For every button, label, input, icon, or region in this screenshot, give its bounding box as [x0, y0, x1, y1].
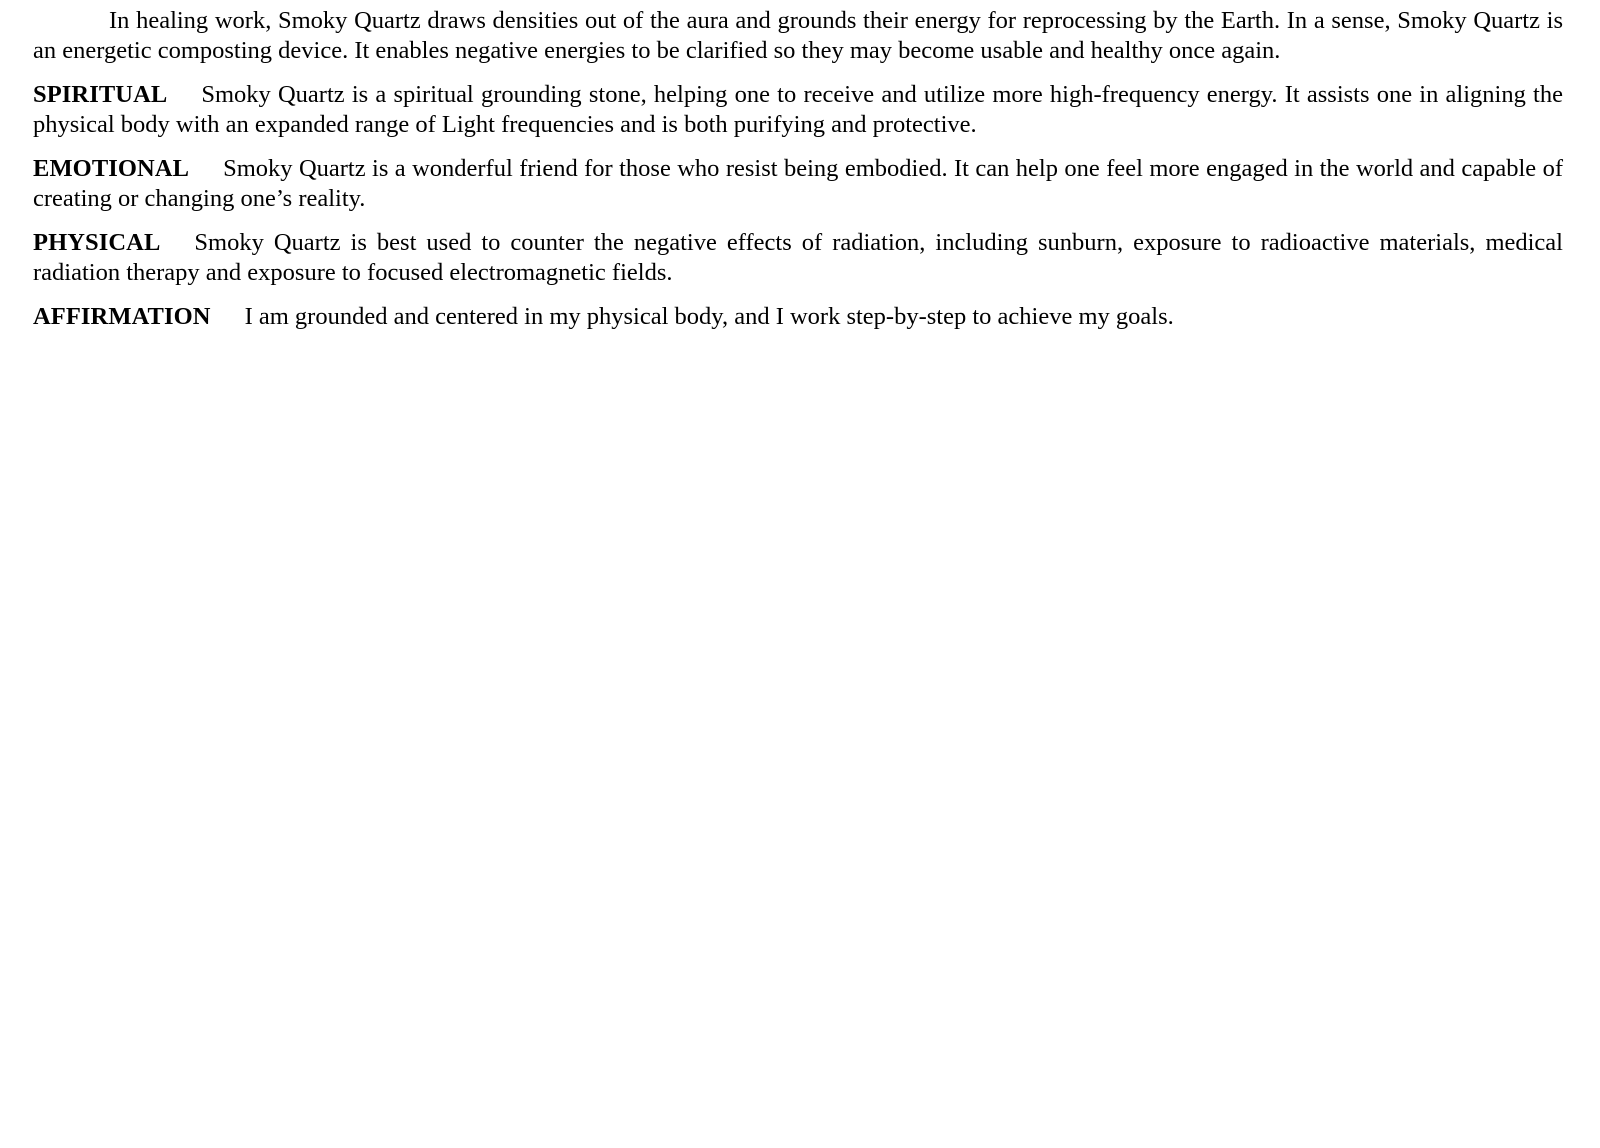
physical-paragraph	[33, 228, 1563, 288]
emotional-text: Smoky Quartz is a wonderful friend for those who resist being embodied. It can help one feel more engaged in the world and capable of creating or changing one’s reality.	[33, 155, 1563, 212]
emotional-label: EMOTIONAL	[33, 155, 190, 182]
physical-label: PHYSICAL	[33, 229, 161, 256]
document-page	[33, 6, 1563, 346]
affirmation-paragraph	[33, 302, 1563, 332]
affirmation-text: I am grounded and centered in my physical body, and I work step-by-step to achieve my goals.	[244, 303, 1174, 330]
affirmation-label: AFFIRMATION	[33, 303, 211, 330]
physical-text: Smoky Quartz is best used to counter the negative effects of radiation, including sunburn, exposure to radioactive materials, medical radiation therapy and exposure to focused electromagnetic fields.	[33, 229, 1563, 286]
spiritual-text: Smoky Quartz is a spiritual grounding stone, helping one to receive and utilize more high-frequency energy. It assists one in aligning the physical body with an expanded range of Light frequencies and is both purifying and protective.	[33, 81, 1563, 138]
spiritual-label: SPIRITUAL	[33, 81, 168, 108]
intro-paragraph: In healing work, Smoky Quartz draws densities out of the aura and grounds their energy for reprocessing by the Earth. In a sense, Smoky Quartz is an energetic composting device. It enables negative energies to be clarified so they may become usable and healthy once again.	[33, 7, 1563, 64]
emotional-paragraph	[33, 154, 1563, 214]
spiritual-paragraph	[33, 80, 1563, 140]
